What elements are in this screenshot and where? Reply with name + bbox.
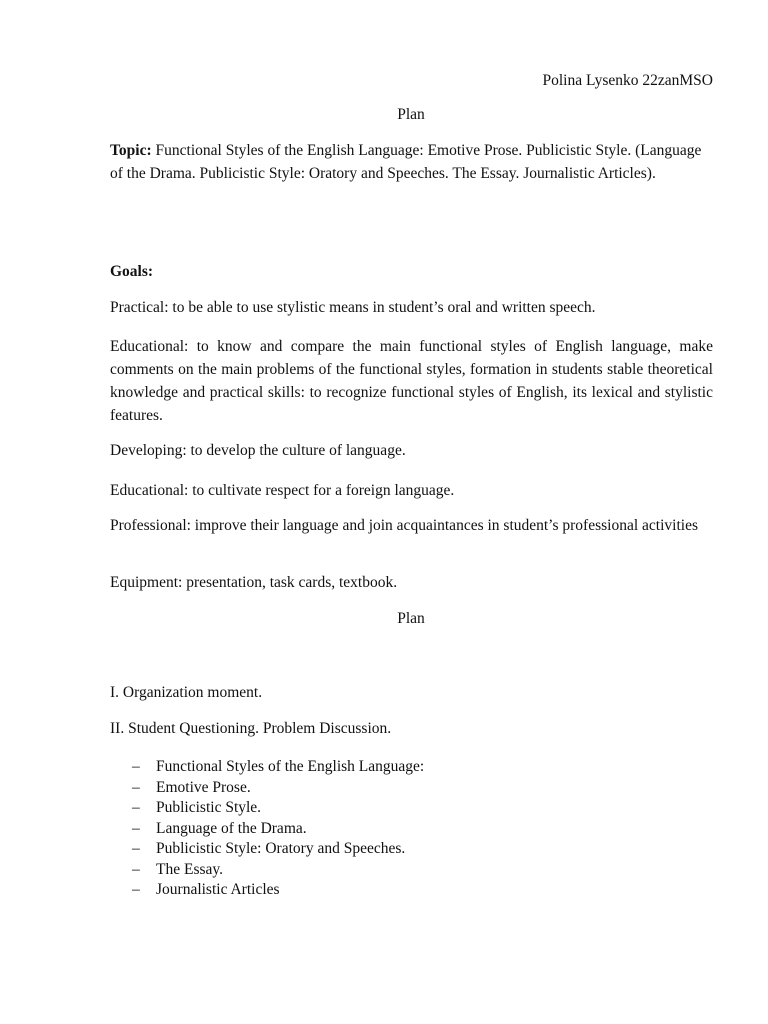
plan-heading-section: Plan: [397, 610, 425, 627]
dash-bullet: –: [132, 881, 140, 898]
list-item-text: The Essay.: [156, 860, 224, 878]
list-item: [110, 880, 424, 901]
list-item: [110, 778, 424, 799]
list-item-text: Publicistic Style: Oratory and Speeches.: [156, 840, 406, 857]
list-item: [110, 819, 424, 840]
list-item: [110, 798, 424, 819]
topic-paragraph: [110, 139, 713, 185]
list-item-text: Journalistic Articles: [156, 881, 280, 898]
list-item-text: Emotive Prose.: [156, 778, 251, 796]
dash-bullet: –: [132, 860, 140, 878]
plan-step-organization: I. Organization moment.: [110, 684, 263, 701]
goals-heading: Goals:: [110, 263, 154, 280]
topic-label: Topic:: [110, 142, 152, 159]
plan-heading-top: Plan: [397, 106, 425, 123]
list-item-text: Language of the Drama.: [156, 819, 307, 837]
list-item: [110, 839, 424, 860]
goal-developing: Developing: to develop the culture of language.: [110, 442, 406, 459]
goal-educational-respect: Educational: to cultivate respect for a foreign language.: [110, 482, 455, 499]
topic-text: Functional Styles of the English Language: Emotive Prose. Publicistic Style. (Language of the Drama. Publicistic Style: Oratory and Speeches. The Essay. Journalistic Articles).: [110, 142, 702, 182]
list-item-text: Publicistic Style.: [156, 799, 262, 816]
discussion-topic-list: [110, 757, 424, 901]
dash-bullet: –: [132, 758, 140, 775]
goal-practical: Practical: to be able to use stylistic means in student’s oral and written speech.: [110, 299, 596, 316]
author-line: Polina Lysenko 22zanMSO: [542, 72, 713, 89]
list-item: [110, 860, 424, 881]
goal-professional: Professional: improve their language and join acquaintances in student’s professional activities: [110, 517, 698, 534]
equipment-line: Equipment: presentation, task cards, textbook.: [110, 574, 398, 591]
plan-step-questioning: II. Student Questioning. Problem Discussion.: [110, 720, 392, 737]
list-item: [110, 757, 424, 778]
dash-bullet: –: [132, 799, 140, 816]
dash-bullet: –: [132, 819, 140, 837]
goal-educational: Educational: to know and compare the main functional styles of English language, make comments on the main problems of the functional styles, formation in students stable theoretical knowledge and practical skills: to recognize functional styles of English, its lexical and stylistic features.: [110, 338, 713, 424]
list-item-text: Functional Styles of the English Language:: [156, 758, 425, 775]
dash-bullet: –: [132, 840, 140, 857]
dash-bullet: –: [132, 778, 140, 796]
